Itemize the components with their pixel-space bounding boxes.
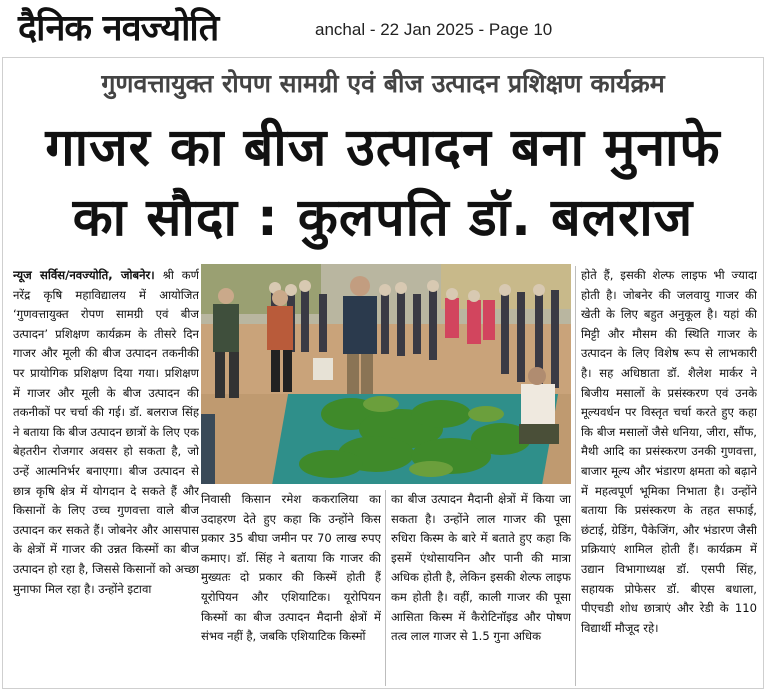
article-photo (201, 264, 571, 484)
headline-line-1: गाजर का बीज उत्पादन बना मुनाफे (45, 118, 721, 178)
article-byline: न्यूज सर्विस/नवज्योति, जोबनेर। (13, 268, 155, 282)
article-column-4: होते हैं, इसकी शेल्फ लाइफ भी ज्यादा होती है। जोबनेर की जलवायु गाजर की खेती के लिए बहुत अनुकूल है। यहां की मिट्टी और मौसम की स्थिति गाजर के उत्पादन के लिए विशेष रूप से लाभकारी है। सह अधिष्ठाता डॉ. शैलेश मार्कर ने बिजीय मसालों के प्रसंस्करण एवं उनके मूल्यवर्धन पर विस्तृत चर्चा करते हुए कहा कि बीज मसालों जैसे धनिया, जीरा, सौंफ, मैथी आदि का प्रसंस्करण उनकी गुणवत्ता, बाजार मूल्य और भंडारण क्षमता को बढ़ाने में महत्वपूर्ण भूमिका निभाता है। उन्होंने बताया कि प्रसंस्करण के तहत सफाई, छंटाई, ग्रेडिंग, पैकेजिंग, और भंडारण जैसी प्रक्रियाएं शामिल होती हैं। कार्यक्रम में उद्यान विभागाध्यक्ष डॉ. एसपी सिंह, सहायक प्रोफेसर डॉ. बीएस बधाला, पीएचडी शोध छात्राएं और रेडी के 110 विद्यार्थी मौजूद रहे। (581, 268, 757, 635)
article-column-3: का बीज उत्पादन मैदानी क्षेत्रों में किया जा सकता है। उन्होंने लाल गाजर की पूसा रुधिरा किस्म के बारे में बताते हुए कहा कि इसमें एंथोसायनिन और पानी की मात्रा अधिक होती है, लेकिन इसकी शेल्फ लाइफ कम होती है। वहीं, काली गाजर की पूसा आसिता किस्म में कैरोटिनॉइड और पोषण तत्व लाल गाजर से 1.5 गुना अधिक (391, 492, 571, 644)
article-kicker: गुणवत्तायुक्त रोपण सामग्री एवं बीज उत्पादन प्रशिक्षण कार्यक्रम (101, 69, 665, 98)
column-1-text: श्री कर्ण नरेंद्र कृषि महाविद्यालय में आयोजित ‘गुणवत्तायुक्त रोपण सामग्री एवं बीज उत्पादन’ प्रशिक्षण कार्यक्रम के तीसरे दिन गाजर और मूली की बीज उत्पादन तकनीकी पर प्रायोगिक प्रशिक्षण दिया गया। प्रशिक्षण में गाजर और मूली के बीज उत्पादन की तकनीकों पर चर्चा की गई। डॉ. बलराज सिंह ने बताया कि बीज उत्पादन छात्रों के लिए एक बेहतरीन रोजगार अवसर हो सकता है, जो उन्हें आत्मनिर्भर बनाएगा। बीज उत्पादन से छात्र कृषि क्षेत्र में योगदान दे सकते हैं और किसानों के लिए उच्च गुणवत्ता वाले बीज उत्पादन कर सकते हैं। जोबनेर और आसपास के क्षेत्रों में गाजर की उन्नत किस्मों का बीज उत्पादन हो रहा है, जिससे किसानों को अच्छा मुनाफा मिल रहा है। उन्होंने इटावा (13, 268, 199, 596)
news-clipping (2, 57, 764, 689)
masthead-logo (18, 4, 280, 54)
article-column-1 (13, 266, 199, 686)
headline-line-2: का सौदा : कुलपति डॉ. बलराज (72, 188, 694, 248)
column-divider (575, 266, 576, 686)
masthead-name: दैनिक नवज्योति (18, 8, 219, 49)
column-divider (385, 490, 386, 686)
edition-line: anchal - 22 Jan 2025 - Page 10 (315, 20, 553, 39)
article-column-2: निवासी किसान रमेश ककरालिया का उदाहरण देते हुए कहा कि उन्होंने किस प्रकार 35 बीघा जमीन पर 70 लाख रुपए कमाए। डॉ. सिंह ने बताया कि गाजर की मुख्यतः दो प्रकार की किस्में होती हैं यूरोपियन और एशियाटिक। यूरोपियन किस्मों का बीज उत्पादन मैदानी क्षेत्रों में संभव नहीं है, जबकि एशियाटिक किस्मों (201, 492, 381, 644)
